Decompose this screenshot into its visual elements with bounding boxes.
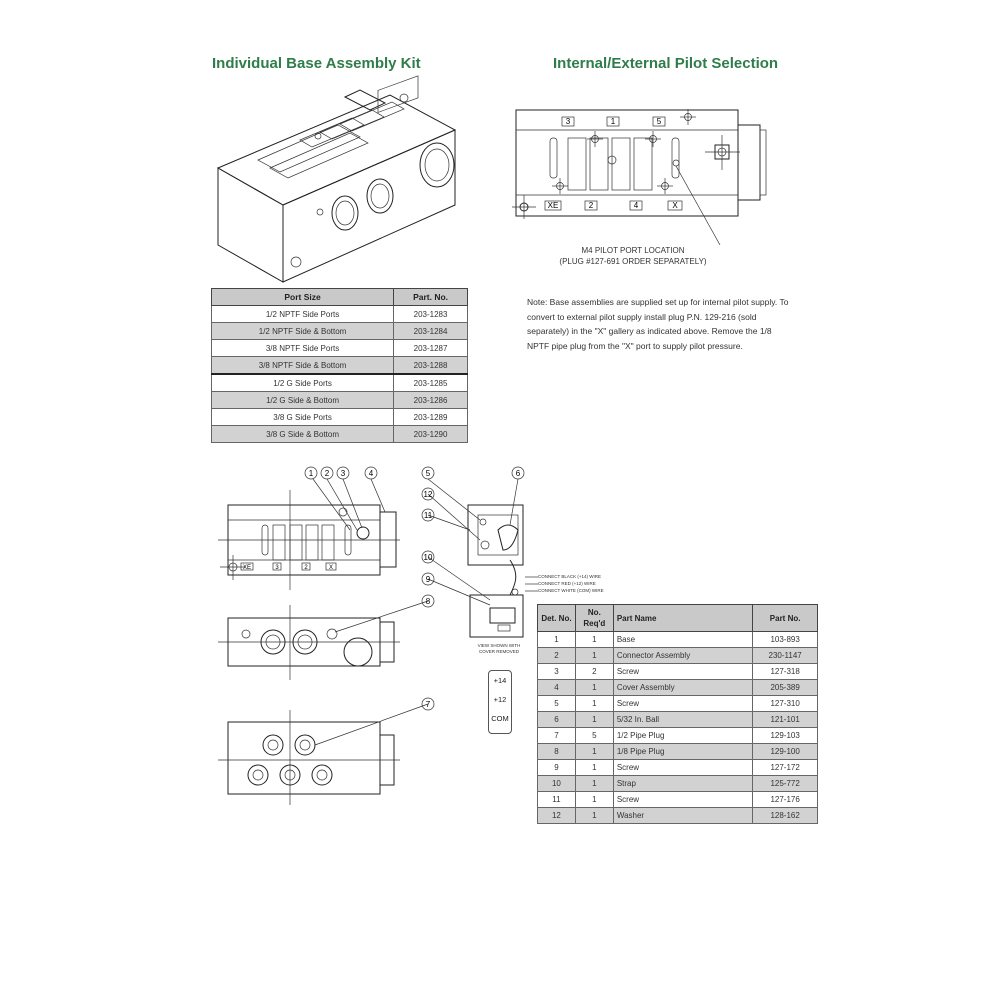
name-cell: Cover Assembly bbox=[613, 680, 752, 696]
part-cell: 125-772 bbox=[753, 776, 818, 792]
callout-11: 11 bbox=[423, 511, 433, 520]
det-cell: 1 bbox=[538, 632, 576, 648]
table-row bbox=[538, 792, 818, 808]
name-cell: 1/8 Pipe Plug bbox=[613, 744, 752, 760]
table-row bbox=[538, 728, 818, 744]
table-row bbox=[538, 712, 818, 728]
view-note-line1: VIEW SHOWN WITH bbox=[477, 643, 521, 648]
wire-label-red: CONNECT RED (+12) WIRE bbox=[538, 581, 596, 586]
part-no-cell: 203-1289 bbox=[394, 409, 468, 426]
pilot-top-port-label: 3 bbox=[565, 117, 571, 126]
det-cell: 3 bbox=[538, 664, 576, 680]
callout-9: 9 bbox=[425, 575, 431, 584]
pilot-heading: Internal/External Pilot Selection bbox=[553, 55, 779, 72]
connector-pin-box bbox=[488, 670, 512, 734]
part-cell: 121-101 bbox=[753, 712, 818, 728]
callout-4: 4 bbox=[368, 469, 374, 478]
view-note bbox=[474, 643, 524, 655]
det-cell: 8 bbox=[538, 744, 576, 760]
port-size-cell: 3/8 NPTF Side Ports bbox=[212, 340, 394, 357]
part-cell: 205-389 bbox=[753, 680, 818, 696]
det-cell: 10 bbox=[538, 776, 576, 792]
callout-1: 1 bbox=[308, 469, 314, 478]
pilot-bottom-port-label: 2 bbox=[588, 201, 594, 210]
part-no-cell: 203-1283 bbox=[394, 306, 468, 323]
det-cell: 2 bbox=[538, 648, 576, 664]
callout-2: 2 bbox=[324, 469, 330, 478]
req-cell: 1 bbox=[575, 696, 613, 712]
table-row bbox=[538, 744, 818, 760]
port-size-cell: 1/2 NPTF Side & Bottom bbox=[212, 323, 394, 340]
parts-header-req: No. Req'd bbox=[575, 605, 613, 632]
part-no-cell: 203-1286 bbox=[394, 392, 468, 409]
port-size-cell: 1/2 G Side Ports bbox=[212, 374, 394, 392]
base-port-label: 3 bbox=[275, 565, 279, 571]
part-cell: 129-100 bbox=[753, 744, 818, 760]
req-cell: 5 bbox=[575, 728, 613, 744]
req-cell: 1 bbox=[575, 648, 613, 664]
name-cell: 1/2 Pipe Plug bbox=[613, 728, 752, 744]
base-port-label: XE bbox=[242, 565, 252, 571]
part-cell: 127-176 bbox=[753, 792, 818, 808]
name-cell: Washer bbox=[613, 808, 752, 824]
req-cell: 1 bbox=[575, 792, 613, 808]
part-cell: 103-893 bbox=[753, 632, 818, 648]
det-cell: 6 bbox=[538, 712, 576, 728]
base-port-label: 2 bbox=[304, 565, 308, 571]
req-cell: 1 bbox=[575, 808, 613, 824]
det-cell: 4 bbox=[538, 680, 576, 696]
part-no-cell: 203-1284 bbox=[394, 323, 468, 340]
name-cell: Base bbox=[613, 632, 752, 648]
req-cell: 1 bbox=[575, 760, 613, 776]
part-cell: 230-1147 bbox=[753, 648, 818, 664]
part-cell: 128-162 bbox=[753, 808, 818, 824]
req-cell: 1 bbox=[575, 776, 613, 792]
kit-header-part: Part. No. bbox=[394, 289, 468, 306]
view-note-line2: COVER REMOVED bbox=[478, 649, 519, 654]
table-row bbox=[538, 696, 818, 712]
pin-label: +12 bbox=[493, 695, 507, 704]
name-cell: Screw bbox=[613, 760, 752, 776]
det-cell: 11 bbox=[538, 792, 576, 808]
wire-label-white: CONNECT WHITE (COM) WIRE bbox=[538, 588, 604, 593]
name-cell: Screw bbox=[613, 664, 752, 680]
name-cell: Screw bbox=[613, 696, 752, 712]
wire-label-black: CONNECT BLACK (+14) WIRE bbox=[538, 574, 602, 579]
kit-header-port: Port Size bbox=[212, 289, 394, 306]
pilot-label-line1: M4 PILOT PORT LOCATION bbox=[581, 246, 685, 255]
table-row bbox=[538, 680, 818, 696]
port-size-cell: 1/2 G Side & Bottom bbox=[212, 392, 394, 409]
port-size-cell: 1/2 NPTF Side Ports bbox=[212, 306, 394, 323]
base-port-label: X bbox=[328, 565, 334, 571]
part-no-cell: 203-1288 bbox=[394, 357, 468, 375]
callout-12: 12 bbox=[423, 490, 433, 499]
parts-header-det: Det. No. bbox=[538, 605, 576, 632]
parts-header-name: Part Name bbox=[613, 605, 752, 632]
part-cell: 127-172 bbox=[753, 760, 818, 776]
callout-7: 7 bbox=[425, 700, 431, 709]
name-cell: Strap bbox=[613, 776, 752, 792]
det-cell: 9 bbox=[538, 760, 576, 776]
req-cell: 1 bbox=[575, 712, 613, 728]
pin-label: +14 bbox=[493, 676, 507, 685]
name-cell: 5/32 In. Ball bbox=[613, 712, 752, 728]
pilot-bottom-port-label: X bbox=[672, 201, 678, 210]
port-size-cell: 3/8 NPTF Side & Bottom bbox=[212, 357, 394, 375]
pilot-bottom-port-label: 4 bbox=[633, 201, 639, 210]
req-cell: 1 bbox=[575, 632, 613, 648]
pilot-label-line2: (PLUG #127-691 ORDER SEPARATELY) bbox=[559, 257, 707, 266]
kit-heading: Individual Base Assembly Kit bbox=[212, 55, 421, 72]
callout-6: 6 bbox=[515, 469, 521, 478]
parts-header-part: Part No. bbox=[753, 605, 818, 632]
port-size-cell: 3/8 G Side & Bottom bbox=[212, 426, 394, 443]
callout-3: 3 bbox=[340, 469, 346, 478]
det-cell: 7 bbox=[538, 728, 576, 744]
callout-10: 10 bbox=[423, 553, 433, 562]
table-row bbox=[538, 664, 818, 680]
det-cell: 5 bbox=[538, 696, 576, 712]
table-row bbox=[538, 760, 818, 776]
parts-table bbox=[537, 604, 818, 824]
table-row bbox=[538, 776, 818, 792]
req-cell: 1 bbox=[575, 744, 613, 760]
pilot-top-port-label: 1 bbox=[610, 117, 616, 126]
pilot-note: Note: Base assemblies are supplied set up for internal pilot supply. To convert to external pilot supply install plug P.N. 129-216 (sold separately) in the "X" gallery as indicated above. Remove the 1/8 NPTF pipe plug from the "X" port to supply pilot pressure. bbox=[527, 297, 789, 351]
name-cell: Screw bbox=[613, 792, 752, 808]
part-cell: 129-103 bbox=[753, 728, 818, 744]
part-cell: 127-310 bbox=[753, 696, 818, 712]
table-row bbox=[538, 632, 818, 648]
pin-label: COM bbox=[491, 714, 509, 723]
pilot-bottom-port-label: XE bbox=[547, 201, 559, 210]
req-cell: 2 bbox=[575, 664, 613, 680]
det-cell: 12 bbox=[538, 808, 576, 824]
part-no-cell: 203-1287 bbox=[394, 340, 468, 357]
pilot-top-port-label: 5 bbox=[656, 117, 662, 126]
part-no-cell: 203-1290 bbox=[394, 426, 468, 443]
table-row bbox=[538, 808, 818, 824]
callout-8: 8 bbox=[425, 597, 431, 606]
part-no-cell: 203-1285 bbox=[394, 374, 468, 392]
port-size-cell: 3/8 G Side Ports bbox=[212, 409, 394, 426]
callout-5: 5 bbox=[425, 469, 431, 478]
req-cell: 1 bbox=[575, 680, 613, 696]
table-row bbox=[538, 648, 818, 664]
part-cell: 127-318 bbox=[753, 664, 818, 680]
name-cell: Connector Assembly bbox=[613, 648, 752, 664]
